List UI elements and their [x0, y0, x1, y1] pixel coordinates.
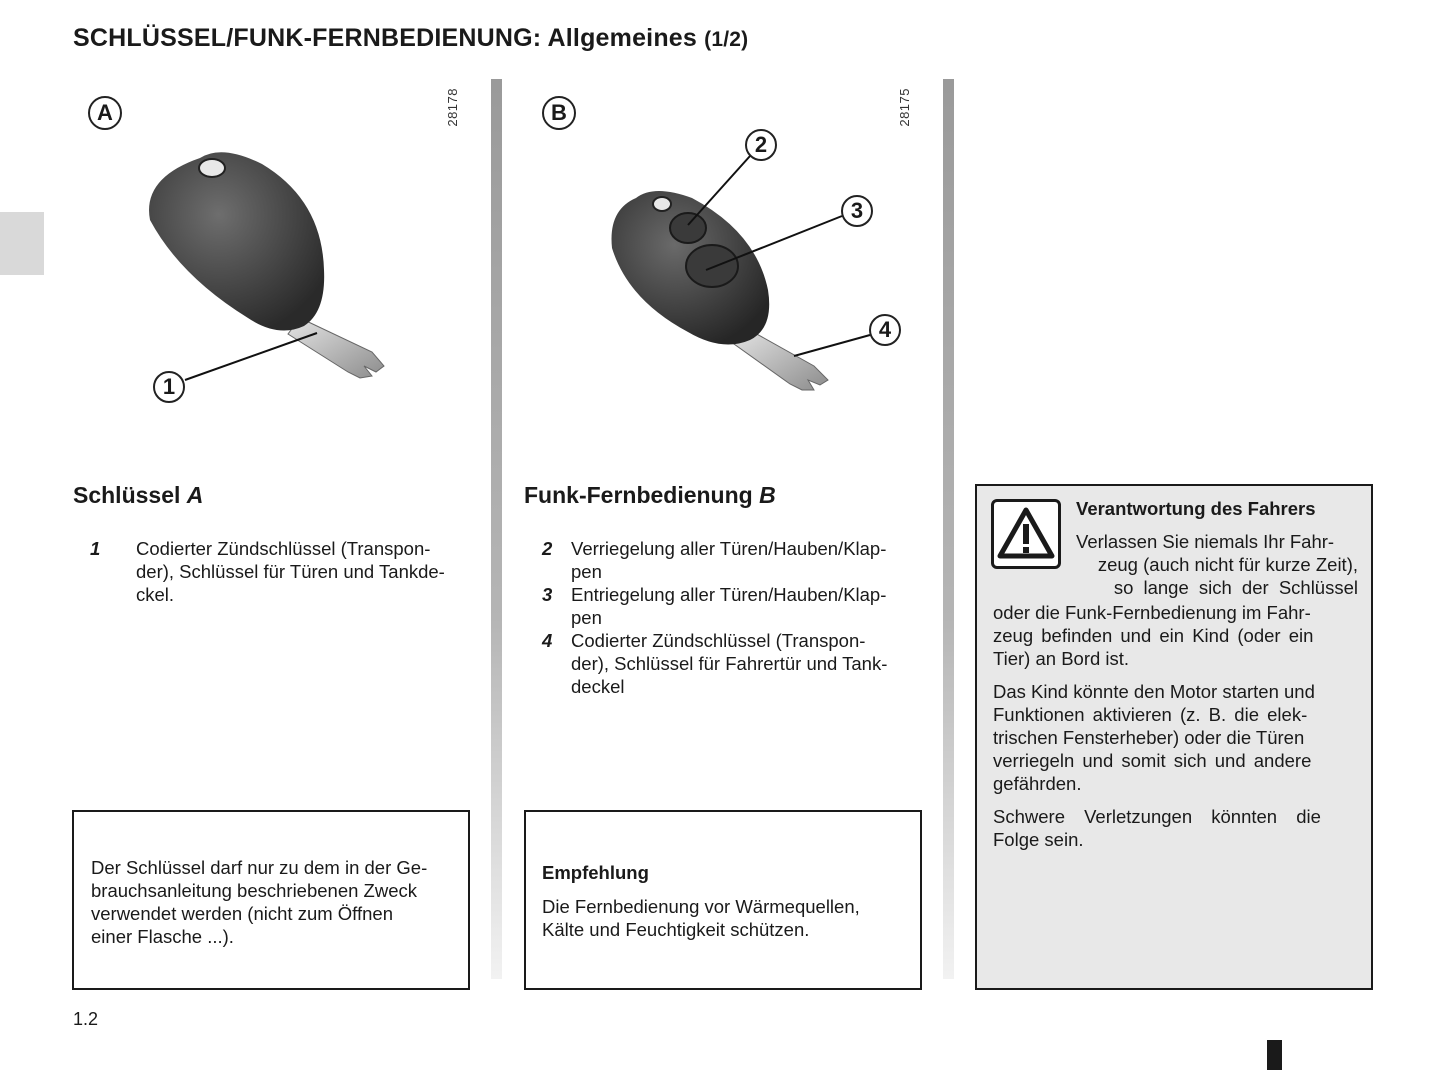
- item-number: 1: [90, 538, 101, 559]
- figure-b-letter: B: [542, 96, 576, 130]
- column-divider-2: [943, 79, 954, 979]
- callout-1: 1: [153, 371, 185, 403]
- column-divider-1: [491, 79, 502, 979]
- warning-header: Verantwortung des Fahrers Verlassen Sie niemals Ihr Fahr- zeug (auch nicht für kurze Zeit), so lange sich der Schlüssel: [1076, 498, 1358, 598]
- warning-body: oder die Funk-Fernbedienung im Fahr- zeug befinden und ein Kind (oder ein Tier) an Bord ist. Das Kind könnte den Motor starten und Funktionen aktivieren (z. B. die elek- trischen Fensterheber) oder die Türen verriegeln und somit sich und andere gefährden. Schwere Verletzungen könnten die Folge sein.: [993, 602, 1321, 850]
- figure-b: [524, 80, 944, 480]
- figure-a-letter: A: [88, 96, 122, 130]
- remote-key-illustration: [524, 80, 944, 480]
- warning-box: [975, 484, 1373, 990]
- item-text: Codierter Zündschlüssel (Transpon- der), Schlüssel für Türen und Tankde- ckel.: [136, 538, 445, 605]
- list-item: [542, 629, 922, 698]
- callout-2: 2: [745, 129, 777, 161]
- item-number: 3: [542, 584, 553, 605]
- warning-triangle-icon: [991, 499, 1061, 569]
- key-illustration: [72, 80, 492, 480]
- callout-3: 3: [841, 195, 873, 227]
- section-a-title: Schlüssel A: [73, 482, 204, 508]
- item-text: Entriegelung aller Türen/Hauben/Klap- pen: [571, 584, 887, 628]
- callout-4: 4: [869, 314, 901, 346]
- note-box-b: Empfehlung Die Fernbedienung vor Wärmequellen, Kälte und Feuchtigkeit schützen.: [524, 810, 922, 990]
- item-text: Verriegelung aller Türen/Hauben/Klap- pen: [571, 538, 887, 582]
- page-title: SCHLÜSSEL/FUNK-FERNBEDIENUNG: Allgemeines (1/2): [73, 24, 749, 52]
- list-item: [542, 583, 922, 629]
- page-number: 1.2: [73, 1009, 99, 1029]
- section-b-title: Funk-Fernbedienung B: [524, 482, 776, 508]
- note-box-a: Der Schlüssel darf nur zu dem in der Ge- brauchsanleitung beschriebenen Zweck verwendet werden (nicht zum Öffnen einer Flasche ...).: [72, 810, 470, 990]
- note-title: Empfehlung: [542, 862, 649, 883]
- page-title-part: (1/2): [704, 28, 749, 51]
- item-number: 4: [542, 630, 553, 651]
- item-number: 2: [542, 538, 553, 559]
- figure-b-reference: 28175: [897, 88, 912, 127]
- corner-mark: [1267, 1040, 1282, 1070]
- list-item: [542, 537, 922, 583]
- figure-a-reference: 28178: [445, 88, 460, 127]
- item-text: Codierter Zündschlüssel (Transpon- der), Schlüssel für Fahrertür und Tank- deckel: [571, 630, 888, 697]
- chapter-tab: [0, 212, 44, 275]
- warning-title: Verantwortung des Fahrers: [1076, 498, 1316, 519]
- figure-a: [72, 80, 492, 480]
